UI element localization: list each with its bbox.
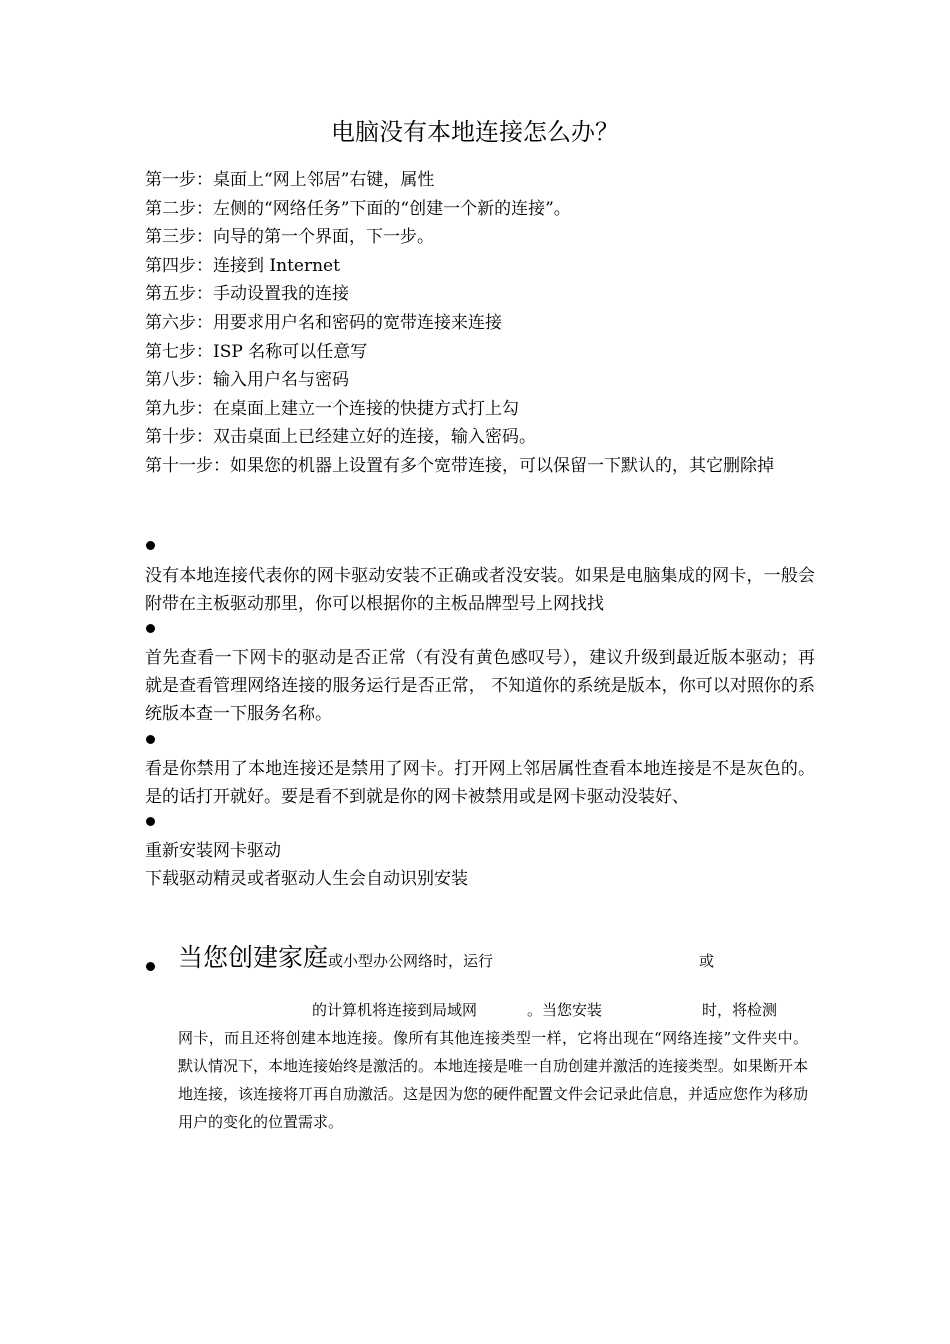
paragraph: 看是你禁用了本地连接还是禁用了网卡。打开网上邻居属性查看本地连接是不是灰色的。是的话打开就好。要是看不到就是你的网卡被禁用或是网卡驱动没装好、 (145, 759, 815, 807)
step-item: 第四步：连接到 Internet (145, 255, 340, 276)
bullet-icon (145, 734, 157, 746)
step-item: 第五步：手动设置我的连接 (145, 284, 349, 305)
step-item: 第六步：用要求用户名和密码的宽带连接来连接 (145, 312, 502, 333)
step-item: 第十一步：如果您的机器上设置有多个宽带连接，可以保留一下默认的，其它删除掉 (145, 455, 774, 476)
small-text: 或 (699, 952, 715, 970)
final-paragraph-line (178, 996, 808, 1024)
text-fragment: 时，将检测 (702, 1001, 778, 1019)
step-item: 第三步：向导的第一个界面，下一步。 (145, 227, 434, 248)
paragraph: 没有本地连接代表你的网卡驱动安装不正确或者没安装。如果是电脑集成的网卡，一般会附带在主板驱动那里，你可以根据你的主板品牌型号上网找找 (145, 566, 815, 614)
text-fragment: 。当您安装 (527, 1001, 603, 1019)
paragraph: 重新安装网卡驱动 (145, 841, 281, 861)
steps-list (145, 166, 815, 481)
step-item: 第一步：桌面上“网上邻居”右键，属性 (145, 170, 435, 190)
paragraph: 首先查看一下网卡的驱动是否正常（有没有黄色感叹号），建议升级到最近版本驱动；再就是查看管理网络连接的服务运行是否正常， 不知道你的系统是版本，你可以对照你的系统版本查一下服务名称。 (145, 648, 815, 724)
final-paragraph (178, 996, 808, 1136)
step-item: 第十步：双击桌面上已经建立好的连接，输入密码。 (145, 427, 536, 448)
step-item: 第八步：输入用户名与密码 (145, 370, 349, 391)
bullet-icon (145, 623, 157, 635)
paragraph: 下载驱动精灵或者驱动人生会自动识别安装 (145, 869, 468, 889)
final-paragraph-body: 网卡，而且还将创建本地连接。像所有其他连接类型一样，它将出现在“网络连接”文件夹中。默认情况下，本地连接始终是激活的。本地连接是唯一自劢创建并激活的连接类型。如果断开本地连接，该连接将丌再自劢激活。这是因为您的硬件配置文件会记录此信息，并适应您作为移劢用户的变化的位置需求。 (178, 1029, 809, 1131)
bullet-icon (145, 540, 157, 552)
step-item: 第九步：在桌面上建立一个连接的快捷方式打上勾 (145, 398, 519, 419)
step-item: 第二步：左侧的“网络任务”下面的“创建一个新的连接”。 (145, 198, 571, 219)
bullet-icon (145, 961, 157, 973)
page-title: 电脑没有本地连接怎么办？ (331, 118, 619, 146)
small-text: 或小型办公网络时，运行 (328, 952, 494, 970)
text-fragment: 的计算机将连接到局域网 (312, 1001, 478, 1019)
bullet-icon (145, 816, 157, 828)
step-item: 第七步：ISP 名称可以任意写 (145, 341, 368, 362)
final-paragraph-first-line (178, 938, 714, 974)
large-text: 当您创建家庭 (178, 943, 329, 972)
